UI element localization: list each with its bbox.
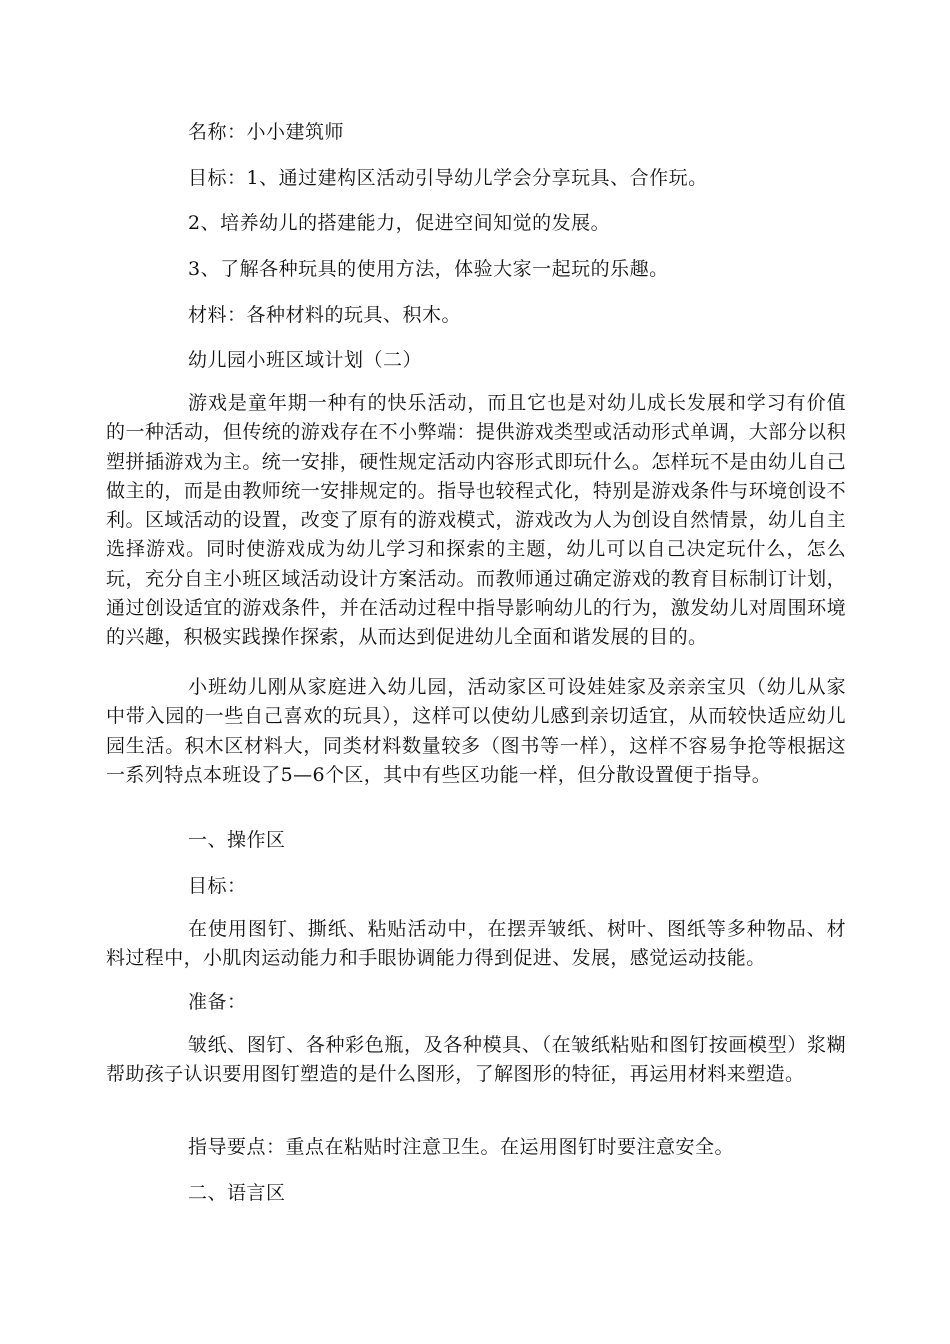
area-1-goal-label: 目标： (188, 875, 247, 897)
goal-item-2: 2、培养幼儿的搭建能力，促进空间知觉的发展。 (188, 212, 611, 234)
area-1-prep-label: 准备： (188, 991, 247, 1013)
area-1-guide: 指导要点：重点在粘贴时注意卫生。在运用图钉时要注意安全。 (188, 1136, 735, 1158)
area-2-heading: 二、语言区 (188, 1182, 286, 1204)
goal-item-3: 3、了解各种玩具的使用方法，体验大家一起玩的乐趣。 (188, 258, 669, 280)
goal-item-1: 目标：1、通过建构区活动引导幼儿学会分享玩具、合作玩。 (188, 167, 708, 189)
section-title: 幼儿园小班区域计划（二） (188, 349, 423, 371)
materials-line: 材料：各种材料的玩具、积木。 (188, 304, 462, 326)
activity-name: 名称：小小建筑师 (188, 121, 345, 143)
area-1-goal-text: 在使用图钉、撕纸、粘贴活动中，在摆弄皱纸、树叶、图纸等多种物品、材料过程中，小肌肉运动能力和手眼协调能力得到促进、发展，感觉运动技能。 (106, 918, 846, 970)
paragraph-small-class: 小班幼儿刚从家庭进入幼儿园，活动家区可设娃娃家及亲亲宝贝（幼儿从家中带入园的一些自己喜欢的玩具），这样可以使幼儿感到亲切适宜，从而较快适应幼儿园生活。积木区材料大，同类材料数量较多（图书等一样），这样不容易争抢等根据这一系列特点本班设了5—6个区，其中有些区功能一样，但分散设置便于指导。 (106, 676, 846, 786)
paragraph-intro: 游戏是童年期一种有的快乐活动，而且它也是对幼儿成长发展和学习有价值的一种活动，但传统的游戏存在不小弊端：提供游戏类型或活动形式单调，大部分以积塑拼插游戏为主。统一安排，硬性规定活动内容形式即玩什么。怎样玩不是由幼儿自己做主的，而是由教师统一安排规定的。指导也较程式化，特别是游戏条件与环境创设不利。区域活动的设置，改变了原有的游戏模式，游戏改为人为创设自然情景，幼儿自主选择游戏。同时使游戏成为幼儿学习和探索的主题，幼儿可以自己决定玩什么，怎么玩，充分自主小班区域活动设计方案活动。而教师通过确定游戏的教育目标制订计划，通过创设适宜的游戏条件，并在活动过程中指导影响幼儿的行为，激发幼儿对周围环境的兴趣，积极实践操作探索，从而达到促进幼儿全面和谐发展的目的。 (106, 392, 846, 649)
area-1-prep-text: 皱纸、图钉、各种彩色瓶，及各种模具、（在皱纸粘贴和图钉按画模型）浆糊帮助孩子认识要用图钉塑造的是什么图形，了解图形的特征，再运用材料来塑造。 (106, 1034, 846, 1086)
area-1-heading: 一、操作区 (188, 829, 286, 851)
